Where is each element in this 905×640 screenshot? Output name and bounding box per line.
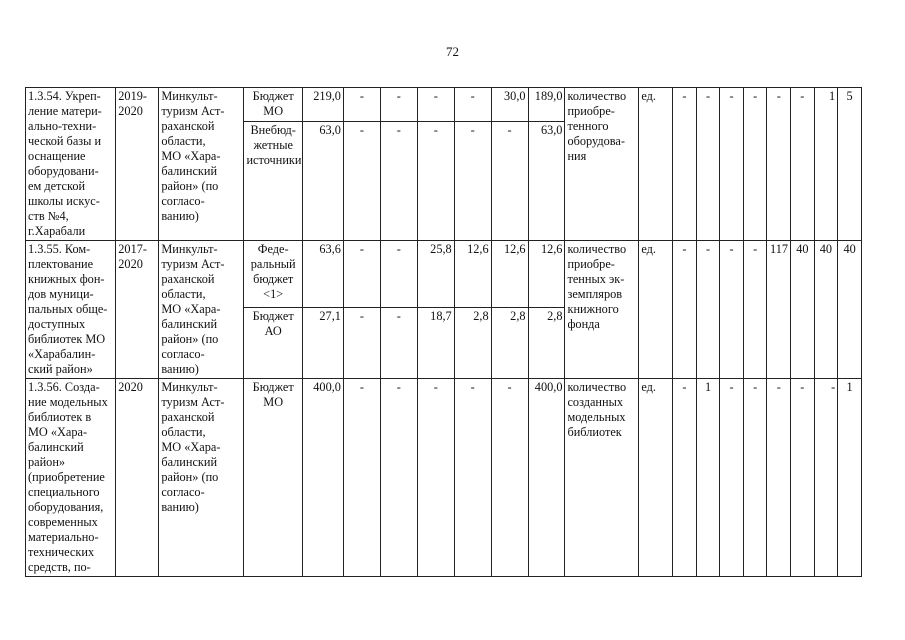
target-value: - xyxy=(720,88,744,241)
target-value: - xyxy=(673,88,697,241)
target-value: - xyxy=(720,379,744,577)
indicator: количество приобре- тенных эк- земпляров книжного фонда xyxy=(565,241,639,379)
year-value: 25,8 xyxy=(417,241,454,308)
year-value: 2,8 xyxy=(528,307,565,378)
target-value: - xyxy=(720,241,744,379)
table-row xyxy=(26,379,862,577)
funding-source: Внебюд- жетные источники xyxy=(244,121,302,240)
unit: ед. xyxy=(639,88,673,241)
year-value: 189,0 xyxy=(528,88,565,122)
year-value: 12,6 xyxy=(528,241,565,308)
year-value: - xyxy=(343,379,380,577)
target-value: 5 xyxy=(838,88,862,241)
year-value: - xyxy=(417,88,454,122)
year-value: - xyxy=(343,241,380,308)
target-value: - xyxy=(673,241,697,379)
funding-total: 63,6 xyxy=(302,241,343,308)
year-value: - xyxy=(454,121,491,240)
target-value: 40 xyxy=(838,241,862,379)
year-value: 12,6 xyxy=(491,241,528,308)
funding-source: Бюджет АО xyxy=(244,307,302,378)
target-value: - xyxy=(767,379,791,577)
unit: ед. xyxy=(639,241,673,379)
year-value: - xyxy=(454,379,491,577)
unit: ед. xyxy=(639,379,673,577)
target-value: 40 xyxy=(814,241,838,379)
target-value: 1 xyxy=(838,379,862,577)
target-value: - xyxy=(791,88,815,241)
year-value: 400,0 xyxy=(528,379,565,577)
funding-source: Бюджет МО xyxy=(244,379,302,577)
year-value: 2,8 xyxy=(454,307,491,378)
year-value: - xyxy=(380,88,417,122)
target-value: - xyxy=(814,379,838,577)
funding-total: 219,0 xyxy=(302,88,343,122)
year-value: - xyxy=(491,121,528,240)
year-value: - xyxy=(343,307,380,378)
year-value: - xyxy=(417,379,454,577)
target-value: - xyxy=(696,88,720,241)
funding-total: 400,0 xyxy=(302,379,343,577)
item-years: 2019- 2020 xyxy=(116,88,159,241)
item-years: 2017- 2020 xyxy=(116,241,159,379)
year-value: - xyxy=(343,121,380,240)
target-value: - xyxy=(767,88,791,241)
year-value: - xyxy=(491,379,528,577)
indicator: количество приобре- тенного оборудова- ния xyxy=(565,88,639,241)
year-value: 18,7 xyxy=(417,307,454,378)
target-value: - xyxy=(791,379,815,577)
year-value: - xyxy=(417,121,454,240)
target-value: 1 xyxy=(814,88,838,241)
item-name: 1.3.56. Созда- ние модельных библиотек в МО «Хара- балинский район» (приобретение специального оборудования, современных материально- технических средств, по- xyxy=(26,379,116,577)
target-value: - xyxy=(743,241,767,379)
funding-total: 27,1 xyxy=(302,307,343,378)
item-executor: Минкульт- туризм Аст- раханской области, МО «Хара- балинский район» (по согласо- ванию) xyxy=(159,379,244,577)
table-row xyxy=(26,241,862,308)
year-value: 2,8 xyxy=(491,307,528,378)
target-value: 40 xyxy=(791,241,815,379)
item-executor: Минкульт- туризм Аст- раханской области, МО «Хара- балинский район» (по согласо- ванию) xyxy=(159,241,244,379)
target-value: - xyxy=(743,379,767,577)
year-value: - xyxy=(380,121,417,240)
year-value: 63,0 xyxy=(528,121,565,240)
table-row xyxy=(26,88,862,122)
year-value: - xyxy=(380,241,417,308)
year-value: 30,0 xyxy=(491,88,528,122)
item-name: 1.3.54. Укреп- ление матери- ально-техни- ческой базы и оснащение оборудовани- ем детской школы искус- ств №4, г.Харабали xyxy=(26,88,116,241)
target-value: 1 xyxy=(696,379,720,577)
item-executor: Минкульт- туризм Аст- раханской области, МО «Хара- балинский район» (по согласо- ванию) xyxy=(159,88,244,241)
item-name: 1.3.55. Ком- плектование книжных фон- дов муници- пальных обще- доступных библиотек МО «Харабалин- ский район» xyxy=(26,241,116,379)
year-value: 12,6 xyxy=(454,241,491,308)
year-value: - xyxy=(343,88,380,122)
indicator: количество созданных модельных библиотек xyxy=(565,379,639,577)
target-value: - xyxy=(673,379,697,577)
target-value: - xyxy=(743,88,767,241)
year-value: - xyxy=(380,307,417,378)
year-value: - xyxy=(380,379,417,577)
target-value: 117 xyxy=(767,241,791,379)
funding-total: 63,0 xyxy=(302,121,343,240)
page-number: 72 xyxy=(446,44,459,59)
funding-source: Бюджет МО xyxy=(244,88,302,122)
program-table xyxy=(25,87,862,577)
target-value: - xyxy=(696,241,720,379)
funding-source: Феде- ральный бюджет <1> xyxy=(244,241,302,308)
year-value: - xyxy=(454,88,491,122)
item-years: 2020 xyxy=(116,379,159,577)
